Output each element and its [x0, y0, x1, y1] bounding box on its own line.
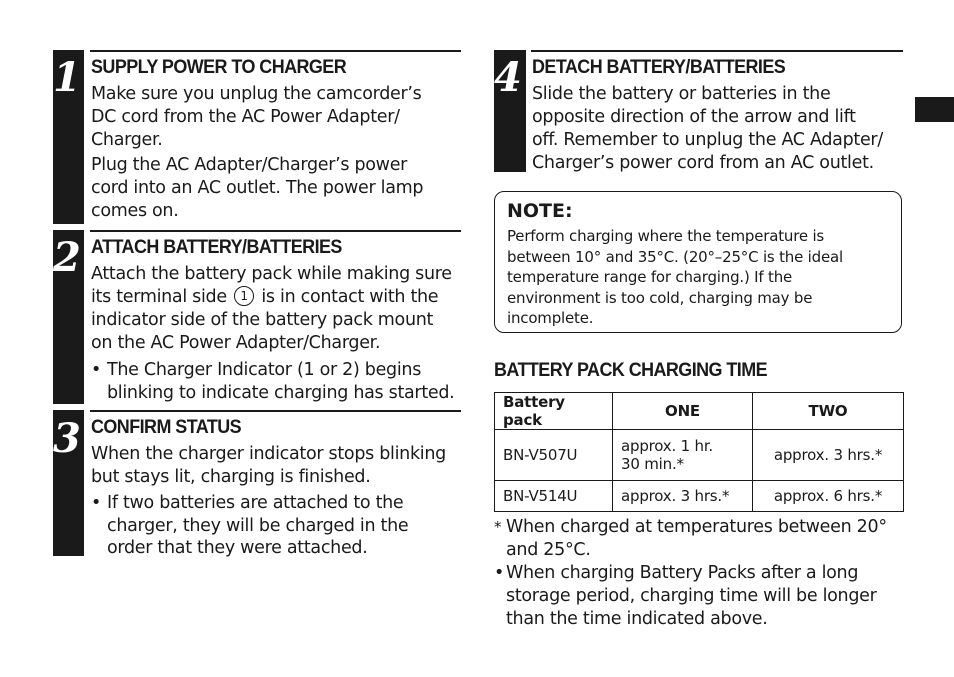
cell-pack: BN-V507U	[495, 430, 613, 481]
bullet-dot: •	[91, 360, 102, 380]
cell-one-line: approx. 1 hr.	[621, 437, 713, 455]
step-2-line: indicator side of the battery pack mount	[91, 310, 434, 330]
table-row	[495, 481, 904, 512]
step-2-bullet	[91, 359, 471, 405]
step-1-line: Plug the AC Adapter/Charger’s power	[91, 155, 408, 175]
footnote-line: storage period, charging time will be longer	[506, 586, 877, 606]
step-4-body	[532, 83, 912, 175]
step-4-line: opposite direction of the arrow and lift	[532, 107, 856, 127]
step-3-rule	[90, 410, 461, 412]
footnote-text	[506, 516, 887, 562]
cell-two: approx. 3 hrs.*	[753, 430, 904, 481]
bullet-dot: •	[91, 493, 102, 513]
note-line: incomplete.	[507, 309, 594, 327]
note-line: environment is too cold, charging may be	[507, 288, 813, 307]
note-line: temperature range for charging.) If the	[507, 268, 793, 286]
step-1-heading: SUPPLY POWER TO CHARGER	[91, 56, 347, 78]
section-tab-marker	[915, 97, 954, 122]
step-3-bullet-line: If two batteries are attached to the	[107, 493, 404, 513]
table-row	[495, 430, 904, 481]
step-2-bullet-line: blinking to indicate charging has started.	[107, 382, 455, 403]
step-1-line: Charger.	[91, 130, 163, 150]
step-4-line: off. Remember to unplug the AC Adapter/	[532, 130, 883, 150]
step-3-bullet-line: charger, they will be charged in the	[107, 515, 409, 536]
footnote-line: When charging Battery Packs after a long	[506, 563, 859, 583]
step-1-line: Make sure you unplug the camcorder’s	[91, 84, 422, 104]
step-2-body	[91, 263, 471, 355]
step-3-bullet-line: order that they were attached.	[107, 538, 368, 558]
step-4-rule	[531, 50, 903, 52]
step-2-bullet-text	[107, 359, 454, 404]
footnote-line: and 25°C.	[506, 540, 591, 560]
step-4-number: 4	[494, 54, 522, 101]
step-1-line: DC cord from the AC Power Adapter/	[91, 107, 400, 127]
step-1-line: comes on.	[91, 201, 179, 221]
note-box	[494, 191, 902, 333]
step-2-line: on the AC Power Adapter/Charger.	[91, 333, 381, 353]
step-2-rule	[90, 230, 461, 232]
step-4-line: Charger’s power cord from an AC outlet.	[532, 153, 874, 173]
footnote-bullet	[494, 562, 914, 631]
step-3-body	[91, 443, 471, 489]
header-one: ONE	[613, 393, 753, 430]
footnote-text	[506, 562, 877, 631]
cell-pack: BN-V514U	[495, 481, 613, 512]
footnote-asterisk	[494, 516, 914, 562]
step-2-bullet-line: The Charger Indicator (1 or 2) begins	[107, 360, 422, 380]
note-text	[507, 226, 892, 329]
footnote-mark: •	[494, 563, 505, 583]
charging-table-title: BATTERY PACK CHARGING TIME	[494, 359, 768, 381]
step-2-heading: ATTACH BATTERY/BATTERIES	[91, 236, 342, 258]
table-header-row	[495, 393, 904, 430]
terminal-side-symbol: 1	[234, 286, 254, 306]
charging-time-table	[494, 392, 904, 512]
step-3-line: When the charger indicator stops blinking	[91, 444, 446, 464]
header-battery-pack: Battery pack	[495, 393, 613, 430]
step-4-line: Slide the battery or batteries in the	[532, 84, 831, 104]
note-title: NOTE:	[507, 200, 573, 222]
step-3-bullet	[91, 492, 471, 560]
step-1-rule	[90, 50, 461, 52]
step-3-bullet-text	[107, 492, 408, 560]
step-2-line: Attach the battery pack while making sure	[91, 264, 452, 284]
step-1-body	[91, 83, 471, 223]
cell-two: approx. 6 hrs.*	[753, 481, 904, 512]
step-3-heading: CONFIRM STATUS	[91, 416, 242, 438]
step-4-heading: DETACH BATTERY/BATTERIES	[532, 56, 786, 78]
header-two: TWO	[753, 393, 904, 430]
step-1-line: cord into an AC outlet. The power lamp	[91, 178, 424, 198]
step-2-line-post: is in contact with the	[261, 287, 439, 307]
step-1-number: 1	[53, 54, 81, 101]
note-line: between 10° and 35°C. (20°–25°C is the ideal	[507, 247, 843, 266]
cell-one: approx. 3 hrs.*	[613, 481, 753, 512]
step-2-line-with-symbol	[91, 286, 471, 309]
footnote-line: than the time indicated above.	[506, 609, 768, 629]
step-2-line-pre: its terminal side	[91, 287, 227, 307]
footnote-line: When charged at temperatures between 20°	[506, 517, 887, 537]
step-2-number: 2	[53, 234, 81, 281]
note-line: Perform charging where the temperature is	[507, 227, 825, 245]
cell-one	[613, 430, 753, 481]
footnote-mark: *	[494, 518, 502, 536]
step-3-number: 3	[53, 415, 81, 462]
cell-one-line: 30 min.*	[621, 455, 684, 473]
step-3-line: but stays lit, charging is finished.	[91, 467, 371, 487]
